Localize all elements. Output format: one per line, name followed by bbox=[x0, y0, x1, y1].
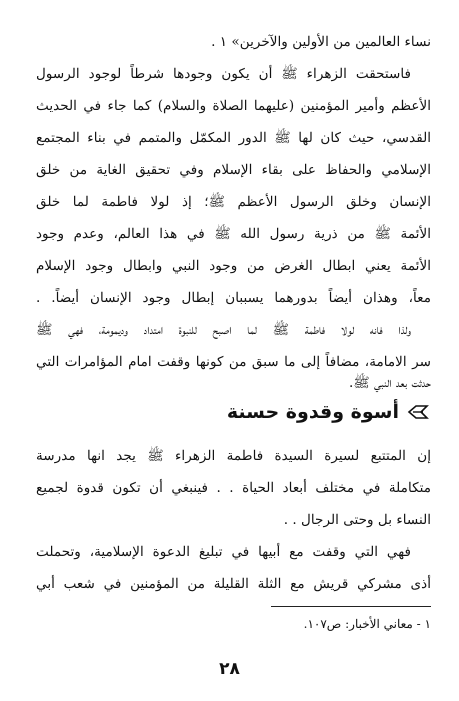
text-line: أذى مشركي قريش مع الثلة القليلة من المؤمنين في شعب أبي bbox=[36, 576, 431, 592]
footnote-rule bbox=[271, 606, 431, 607]
text-line: إن المتتبع لسيرة السيدة فاطمة الزهراء ﷺ يجد انها مدرسة bbox=[36, 448, 431, 464]
text-line: الأئمة ﷺ من ذرية رسول الله ﷺ في هذا العالم، وعدم وجود bbox=[36, 226, 431, 242]
text-line: معاً، وهذان أيضاً بدورهما يسببان إبطال وجود الإنسان أيضاً. . bbox=[36, 290, 431, 306]
text-line: الأئمة يعني ابطال الغرض من وجود النبي وابطال وجود الإسلام bbox=[36, 258, 431, 274]
text-line: الإنسان وخلق الرسول الأعظم ﷺ؛ إذ لولا فاطمة لما خلق bbox=[36, 194, 431, 210]
footnote: ١ - معاني الأخبار: ص١٠٧. bbox=[303, 617, 431, 631]
page-number: ٢٨ bbox=[219, 659, 240, 679]
text-line: نساء العالمين من الأولين والآخرين» ١ . bbox=[211, 34, 431, 50]
text-line: القدسي، حيث كان لها ﷺ الدور المكمّل والمتمم في بناء المجتمع bbox=[36, 130, 431, 146]
text-line: متكاملة في مختلف أبعاد الحياة . . فينبغي أن تكون قدوة لجميع bbox=[36, 480, 431, 496]
section-heading-text: أسوة وقدوة حسنة bbox=[226, 401, 399, 423]
text-line: النساء بل وحتى الرجال . . bbox=[283, 512, 431, 528]
section-heading bbox=[227, 400, 429, 424]
text-line: حدثت بعد النبي ﷺ. bbox=[348, 375, 431, 391]
text-line: فهي التي وقفت مع أبيها في تبليغ الدعوة الإسلامية، وتحملت bbox=[36, 544, 411, 560]
text-line: سر الامامة، مضافاً إلى ما سبق من كونها وقفت امام المؤامرات التي bbox=[36, 354, 431, 370]
pen-nib-icon bbox=[407, 403, 429, 421]
text-line: فاستحقت الزهراء ﷺ أن يكون وجودها شرطاً لوجود الرسول bbox=[36, 66, 411, 82]
text-line: الأعظم وأمير المؤمنين (عليهما الصلاة والسلام) كما جاء في الحديث bbox=[36, 98, 431, 114]
text-line: ولذا فانه لولا فاطمة ﷺ لما اصبح للنبوة امتداد وديمومة، فهي ﷺ bbox=[36, 322, 411, 338]
text-line: الإسلامي والحفاظ على بقاء الإسلام وفي تحقيق الغاية من خلق bbox=[36, 162, 431, 178]
